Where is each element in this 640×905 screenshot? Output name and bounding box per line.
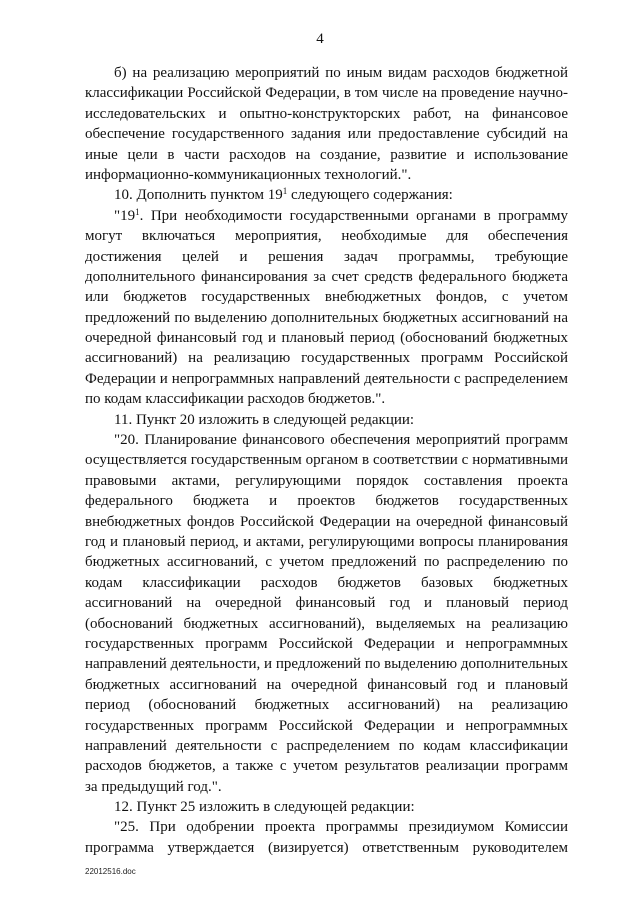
text-line [85, 838, 568, 858]
text-line [85, 614, 568, 634]
text-run: Федерации и непрограммных направлений деятельности с распределением [85, 370, 568, 387]
text-run: период (обоснований бюджетных ассигнований) на реализацию [85, 697, 568, 714]
text-run: федерального бюджета и проектов бюджетов государственных [85, 493, 568, 510]
text-run: год и плановый период, и актами, регулирующими вопросы планирования [85, 533, 568, 550]
text-line [85, 308, 568, 328]
text-run: правовыми актами, регулирующими порядок составления проекта [85, 472, 568, 489]
text-run: "25. При одобрении проекта программы президиумом Комиссии [114, 819, 568, 836]
text-line [85, 552, 568, 572]
text-run: государственных программ Российской Федерации и непрограммных [85, 717, 568, 734]
text-line [85, 267, 568, 287]
text-run: "19 [114, 207, 136, 224]
text-run: программа утверждается (визируется) ответственным руководителем [85, 839, 568, 856]
text-line [85, 817, 568, 837]
text-run: кодам классификации расходов бюджетов базовых бюджетных [85, 574, 568, 591]
text-line [85, 777, 568, 797]
text-run: государственных программ Российской Федерации и непрограммных [85, 635, 568, 652]
text-run: направлений деятельности с распределением по кодам классификации [85, 737, 568, 754]
text-line [85, 226, 568, 246]
text-line [85, 634, 568, 654]
text-line [85, 756, 568, 776]
text-run: внебюджетных фондов Российской Федерации на очередной финансовый [85, 513, 568, 530]
text-line [85, 736, 568, 756]
text-run: . При необходимости государственными органами в программу [139, 207, 568, 224]
text-run: осуществляется государственным органом в соответствии с нормативными [85, 452, 568, 469]
text-line [85, 63, 568, 83]
text-run: 11. Пункт 20 изложить в следующей редакции: [114, 411, 415, 428]
superscript: 1 [135, 206, 140, 217]
text-run: б) на реализацию мероприятий по иным видам расходов бюджетной [114, 65, 568, 81]
text-line [85, 675, 568, 695]
text-run: исследовательских и опытно-конструкторских работ, на финансовое [85, 105, 568, 122]
text-run: расходов бюджетов, а также с учетом результатов реализации программ [85, 758, 568, 775]
text-run: очередной финансовый год и плановый период (обоснований бюджетных [85, 330, 568, 347]
text-line [85, 389, 568, 409]
text-line [85, 695, 568, 715]
text-run: по кодам классификации расходов бюджетов.". [85, 391, 386, 408]
text-line [85, 287, 568, 307]
text-line [85, 145, 568, 165]
text-run: следующего содержания: [287, 187, 453, 204]
superscript: 1 [282, 186, 288, 197]
page-number: 4 [316, 31, 324, 47]
text-run: (обоснований бюджетных ассигнований), выделяемых на реализацию [85, 615, 568, 632]
text-line [85, 573, 568, 593]
text-run: 10. Дополнить пунктом 19 [114, 187, 283, 204]
text-line [85, 450, 568, 470]
text-line [85, 185, 568, 205]
text-run: ассигнований) на реализацию государственных программ Российской [85, 350, 568, 367]
text-run: могут включаться мероприятия, необходимые для обеспечения [85, 228, 568, 245]
text-run: направлений деятельности, и предложений по выделению дополнительных [85, 656, 568, 673]
text-line [85, 124, 568, 144]
text-line [85, 512, 568, 532]
text-line [85, 430, 568, 450]
text-run: предложений по выделению дополнительных бюджетных ассигнований на [85, 309, 568, 326]
text-run: достижения целей и решения задач программы, требующие [85, 248, 568, 265]
text-run: 12. Пункт 25 изложить в следующей редакции: [114, 799, 415, 816]
text-run: бюджетных ассигнований на очередной финансовый год и плановый [85, 676, 568, 693]
text-line [85, 328, 568, 348]
document-body [85, 63, 568, 858]
text-line [85, 716, 568, 736]
text-run: обеспечение государственного задания или предоставление субсидий на [85, 126, 568, 143]
text-line [85, 165, 568, 185]
text-line [85, 348, 568, 368]
text-line [85, 206, 568, 226]
text-run: за предыдущий год.". [85, 778, 222, 795]
text-run: "20. Планирование финансового обеспечения мероприятий программ [114, 432, 568, 449]
text-line [85, 104, 568, 124]
text-run: классификации Российской Федерации, в том числе на проведение научно- [85, 85, 568, 102]
text-line [85, 532, 568, 552]
text-line [85, 83, 568, 103]
text-run: бюджетных ассигнований, с учетом предложений по распределению по [85, 554, 568, 571]
text-line [85, 410, 568, 430]
text-run: ассигнований на очередной финансовый год и плановый период [85, 595, 568, 612]
text-line [85, 471, 568, 491]
footer-filename: 22012516.doc [85, 867, 136, 876]
text-line [85, 369, 568, 389]
text-line [85, 797, 568, 817]
text-line [85, 491, 568, 511]
text-run: дополнительного финансирования за счет средств федерального бюджета [85, 268, 568, 285]
text-run: информационно-коммуникационных технологий.". [85, 166, 412, 183]
text-run: или бюджетов государственных внебюджетных фондов, с учетом [85, 289, 568, 306]
text-line [85, 654, 568, 674]
text-run: иные цели в части расходов на создание, развитие и использование [85, 146, 568, 163]
text-line [85, 247, 568, 267]
text-line [85, 593, 568, 613]
